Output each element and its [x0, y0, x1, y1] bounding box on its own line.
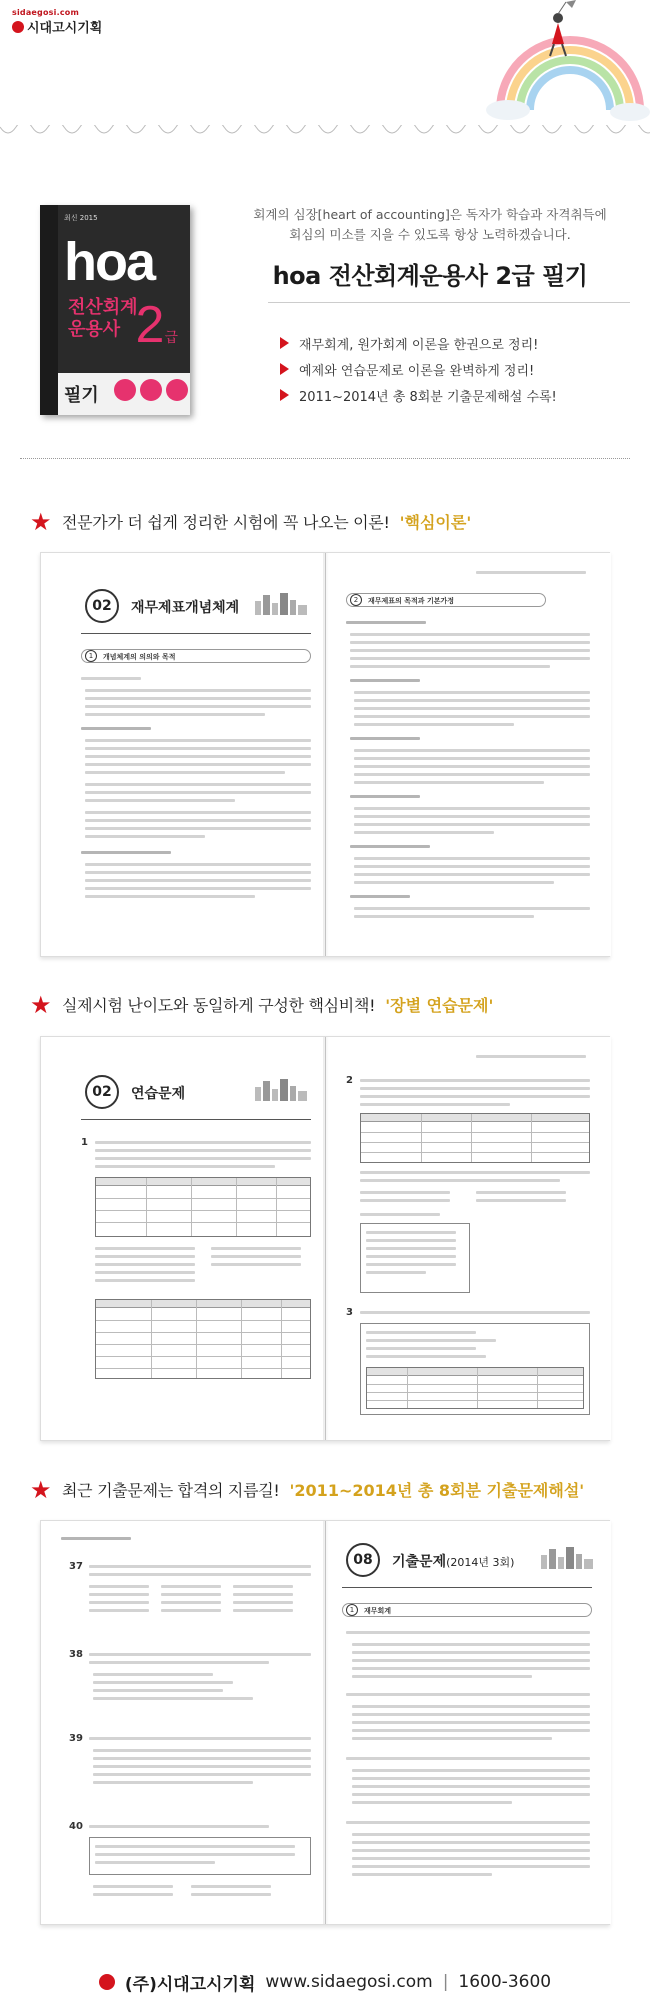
question-number: 40 — [69, 1821, 83, 1832]
triangle-bullet-icon — [280, 363, 289, 375]
question-number: 38 — [69, 1649, 83, 1660]
book-cover — [40, 205, 190, 415]
feature-item: 재무회계, 원가회계 이론을 한권으로 정리! — [280, 330, 630, 356]
feature-item: 2011~2014년 총 8회분 기출문제해설 수록! — [280, 382, 630, 408]
subsection-number: 1 — [346, 1604, 358, 1616]
data-table — [360, 1113, 590, 1163]
dotted-divider — [20, 458, 630, 459]
intro-title: hoa 전산회계운용사 2급 필기 — [272, 262, 588, 290]
theory-left-page — [41, 553, 326, 956]
chapter-rule — [342, 1587, 592, 1588]
book-title-line2: 운용사 — [68, 319, 121, 340]
book-title-line1: 전산회계 — [68, 297, 138, 318]
data-table — [366, 1367, 584, 1409]
intro-quote-line1: 회계의 심장[heart of accounting]은 독자가 학습과 자격취득에 — [253, 207, 607, 222]
question-number: 37 — [69, 1561, 83, 1572]
theory-right-page — [326, 553, 611, 956]
brand-url: sidaegosi.com — [12, 8, 79, 17]
intro-quote-line2: 회심의 미소를 지을 수 있도록 항상 노력하겠습니다. — [289, 227, 571, 242]
brand-name: 시대고시기획 — [27, 21, 103, 36]
rainbow-illustration-icon — [480, 0, 650, 130]
skyline-icon — [539, 1545, 599, 1569]
book-title — [68, 297, 138, 341]
chapter-number-badge: 02 — [85, 1075, 119, 1109]
book-badge-icon — [140, 379, 162, 401]
footer-separator: | — [442, 1972, 449, 1992]
star-icon: ★ — [30, 1475, 52, 1504]
data-table — [95, 1177, 311, 1237]
book-badge-icon — [166, 379, 188, 401]
book-badge-icon — [114, 379, 136, 401]
skyline-icon — [253, 1077, 313, 1101]
chapter-rule — [81, 1119, 311, 1120]
intro-quote — [230, 205, 630, 245]
book-type: 필기 — [64, 385, 99, 406]
book-edition: 최신 2015 — [64, 214, 98, 222]
section-heading-theory: ★ 전문가가 더 쉽게 정리한 시험에 꼭 나오는 이론! '핵심이론' — [30, 507, 472, 536]
lace-divider-icon — [0, 125, 650, 139]
book-logo: hoa — [64, 232, 155, 292]
question-number: 2 — [346, 1075, 353, 1086]
brand-logo[interactable] — [12, 8, 102, 36]
exercises-left-page — [41, 1037, 326, 1440]
triangle-bullet-icon — [280, 337, 289, 349]
chapter-title: 기출문제(2014년 3회) — [392, 1554, 515, 1570]
chapter-title: 연습문제 — [131, 1086, 186, 1102]
page-fold — [323, 553, 329, 956]
chapter-number-badge: 02 — [85, 589, 119, 623]
question-number: 1 — [81, 1137, 88, 1148]
question-number: 39 — [69, 1733, 83, 1744]
footer — [0, 1955, 650, 2009]
feature-list — [280, 330, 630, 408]
data-table — [95, 1299, 311, 1379]
exercises-preview-spread — [40, 1036, 610, 1441]
triangle-bullet-icon — [280, 389, 289, 401]
page-fold — [323, 1521, 329, 1924]
subsection-label: 개념체계의 의의와 목적 — [103, 653, 176, 661]
intro-divider — [268, 302, 630, 303]
exercises-right-page — [326, 1037, 611, 1440]
page-fold — [323, 1037, 329, 1440]
chapter-title: 재무제표개념체계 — [131, 600, 240, 616]
book-spine — [40, 205, 58, 415]
question-number: 3 — [346, 1307, 353, 1318]
section-heading-exercises: ★ 실제시험 난이도와 동일하게 구성한 핵심비책! '장별 연습문제' — [30, 990, 494, 1019]
question-box — [89, 1837, 311, 1875]
footer-company: (주)시대고시기획 — [124, 1974, 256, 1995]
star-icon: ★ — [30, 507, 52, 536]
footer-url-link[interactable]: www.sidaegosi.com — [265, 1972, 433, 1992]
chapter-rule — [81, 633, 311, 634]
past-exams-right-page — [326, 1521, 611, 1924]
subsection-number: 2 — [350, 594, 362, 606]
skyline-icon — [253, 591, 313, 615]
chapter-number-badge: 08 — [346, 1543, 380, 1577]
theory-preview-spread — [40, 552, 610, 957]
section-heading-past-exams: ★ 최근 기출문제는 합격의 지름길! '2011~2014년 총 8회분 기출문제해설' — [30, 1475, 585, 1504]
subsection-label: 재무제표의 목적과 기본가정 — [368, 597, 455, 605]
subsection-number: 1 — [85, 650, 97, 662]
book-grade-suffix: 급 — [164, 329, 178, 345]
book-grade — [136, 295, 178, 355]
brand-mark-icon — [99, 1974, 115, 1990]
footer-phone: 1600-3600 — [458, 1972, 552, 1992]
header — [0, 0, 650, 130]
past-exams-preview-spread — [40, 1520, 610, 1925]
past-exams-left-page — [41, 1521, 326, 1924]
feature-item: 예제와 연습문제로 이론을 완벽하게 정리! — [280, 356, 630, 382]
brand-name-row — [12, 17, 102, 36]
book-grade-number: 2 — [135, 296, 165, 354]
book-bottom-band — [58, 373, 190, 415]
subsection-label: 재무회계 — [364, 1607, 392, 1615]
star-icon: ★ — [30, 990, 52, 1019]
brand-mark-icon — [12, 21, 24, 33]
